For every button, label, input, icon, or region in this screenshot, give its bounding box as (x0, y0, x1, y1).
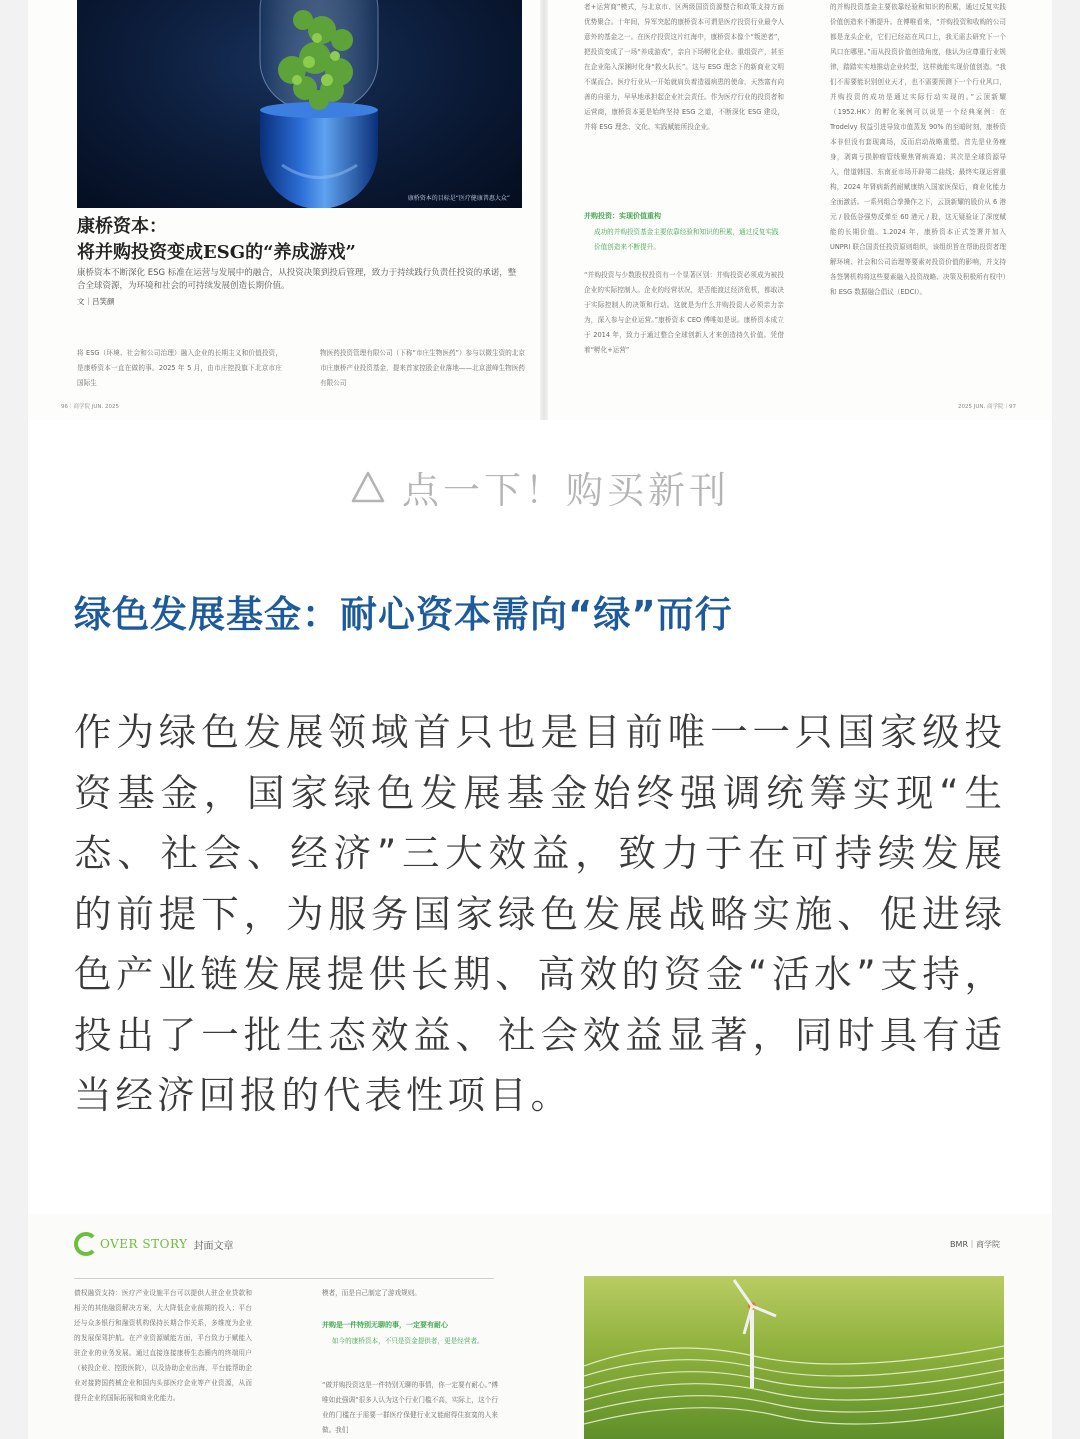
spread-fold (540, 0, 548, 420)
section-body: 作为绿色发展领域首只也是目前唯一一只国家级投资基金，国家绿色发展基金始终强调统筹实现“生态、社会、经济”三大效益，致力于在可持续发展的前提下，为服务国家绿色发展战略实施、促进绿色产业链发展提供长期、高效的资金“活水”支持，投出了一批生态效益、社会效益显著，同时具有适当经济回报的代表性项目。 (74, 710, 1006, 1117)
cover-story-section: 封面文章 (193, 1240, 234, 1252)
body-column-1: 将 ESG（环境、社会和公司治理）融入企业的长期主义和价值投资，是康桥资本一直在做的事。2025 年 5 月，由市庄控投旗下北京市庄国际生 (77, 349, 282, 387)
article-lead: 康桥资本不断深化 ESG 标准在运营与发展中的融合，从投资决策到投后管理，致力于持续践行负责任投资的承诺，整合全球资源，为环境和社会的可持续发展创造长期价值。 (77, 268, 517, 291)
wind-turbine-photo (584, 1276, 1004, 1439)
brand-label: BMR｜商学院 (950, 1240, 1000, 1249)
cover-story-logo-text: OVER STORY (100, 1237, 188, 1251)
body-column-2: 物医药投资管理有限公司（下称“市庄生物医药”）参与以微生资的北京市庄康桥产业投资基金，提来首家控股企业落地——北京滋峰生物医药有限公司 (320, 349, 525, 387)
subheading-merger-intro: 成功的并购投资基金主要依靠经验和知识的积累，通过反复实践价值创造来不断提升。 (594, 228, 779, 251)
subheading-merger: 并购投资：实现价值重构 (584, 212, 661, 220)
section-title: 绿色发展基金：耐心资本需向“绿”而行 (74, 593, 733, 636)
bottom-column-2-top: 模者，而是自己制定了游戏规则。 (322, 1289, 421, 1297)
article-title-line2: 将并购投资变成ESG的“养成游戏” (77, 242, 356, 263)
triangle-up-icon (350, 470, 386, 504)
bottom-subheading-intro: 如今的康桥资本，不只是资金提供者，更是经营者。 (332, 1337, 484, 1345)
body-column-3-bottom: “并购投资与少数股权投资有一个显著区别：并购投资必须成为被投企业的实际控制人。企业的经营状况，是否能渡过经济危机，都取决于实际控制人的决策和行动。这就是为什么并购投资人必须亲力亲为，深入参与企业运营。”康桥资本 CEO 傅唯如是说。康桥资本成立于 2014 年，致力于通过整合全球创新人才来创造持久价值。凭借着“孵化+运营” (584, 271, 784, 354)
article-page (28, 0, 1052, 1439)
capsule-illustration (77, 0, 522, 208)
body-column-4: 的并购投资基金主要依靠经验和知识的积累，通过反复实践价值创造来不断提升。在傅唯看来，“并购投资和收购的公司都是龙头企业，它们已经站在风口上，我无需去研究下一个风口在哪里。”而从投资价值创造角度，他认为应尊重行业规律，踏踏实实地推动企业转型，这样就能实现价值创造。“我们不需要能识别创业天才，也不需要预测下一个行业风口，并购投资的成功是通过实际行动实现的。”云顶新耀（1952.HK）的孵化案例可以说是一个经典案例：在 Trodelvy 权益引进导致市值蒸发 90% 的至暗时刻，康桥资本非但没有套现离场，反而启动战略重塑。首先是业务瘦身，剥离亏损肿瘤管线聚焦肾病赛道；其次是全球资源导入，借道韩国、东南亚市场开辟第二曲线；最终实现运营重构，2024 年肾病新药耐赋康纳入国家医保后，商业化能力全面激活。一系列组合拳操作之下，云顶新耀的股价从 6 港元 / 股低谷强势反弹至 60 港元 / 股，这无疑验证了深度赋能的长期价值。1.2024 年，康桥资本正式签署并加入 UNPRI 联合国责任投资原则组织，该组织旨在帮助投资者理解环境、社会和公司治理等要素对投资价值的影响，并支持各签署机构将这些要素融入投资战略、决策及积极所有权中）和 ESG 数据融合倡议（EDCI）。 (830, 3, 1006, 296)
cover-story-logo (74, 1232, 234, 1256)
bottom-subheading: 并购是一件特别无聊的事，一定要有耐心 (322, 1321, 448, 1329)
header-rule (74, 1278, 494, 1279)
body-column-3-top: 者+运营商”模式，与北京市、区两级国资资源整合和政策支持方面优势聚合。十年间，异军突起的康桥资本可谓是医疗投资行业最令人意外的基金之一。在医疗投资这片红海中，康桥资本像个“叛逆者”，把投资变成了一场“养成游戏”，亲自下场孵化企业、重组资产，甚至在企业陷入深渊时化身“救火队长”。这与 ESG 理念下的新商业文明不谋而合。医疗行业从一开始就肩负着造福病患的使命，天然富有向善的自驱力，早早地承担起企业社会责任。作为医疗行业的投资者和运营商，康桥资本更是始终坚持 ESG 之道，不断深化 ESG 建设，并将 ESG 理念、文化、实践赋能所投企业。 (584, 3, 784, 131)
folio-right: 2025 JUN. 商学院｜97 (958, 404, 1017, 410)
capsule-photo (77, 0, 522, 208)
magazine-spread-top (28, 0, 1052, 420)
bottom-column-2-bottom: “做并购投资这是一件特别无聊的事情，你一定要有耐心。”傅唯如此强调“很多人认为这个行业门槛不高，实际上，这个行业的门槛在于需要一群医疗保健行业又能耐得住寂寞的人来做。我们 (322, 1381, 498, 1434)
magazine-spread-bottom (28, 1214, 1052, 1439)
buy-new-issue-text: 点一下！购买新刊 (402, 469, 730, 512)
article-title-line1: 康桥资本： (77, 216, 167, 237)
folio-left: 96｜商学院 JUN. 2025 (61, 404, 120, 410)
article-author: 文｜吕笑颜 (77, 297, 115, 306)
wind-turbine-illustration (584, 1276, 1004, 1439)
photo-caption: 康桥资本的目标是“医疗健康普惠大众” (407, 195, 510, 202)
article-title (77, 214, 356, 266)
cover-story-c-icon (74, 1232, 98, 1256)
bottom-column-1: 债权融资支持：医疗产业设施平台可以提供人驻企业贷款和相关的其他融资解决方案，大大降低企业前期的投入；平台还与众多银行和融资机构保持长期合作关系，多维度为企业的发展保驾护航。在产业资源赋能方面，平台致力于赋能入驻企业的业务发展。通过直接连接康桥生态圈内的终端用户（被投企业、控股医院），以及协助企业出海，平台能帮助企业对接跨国药械企业和国内头部医疗企业等产业资源，从而提升企业的国际拓展和商业化能力。 (74, 1289, 252, 1402)
buy-new-issue-link[interactable] (28, 462, 1052, 512)
